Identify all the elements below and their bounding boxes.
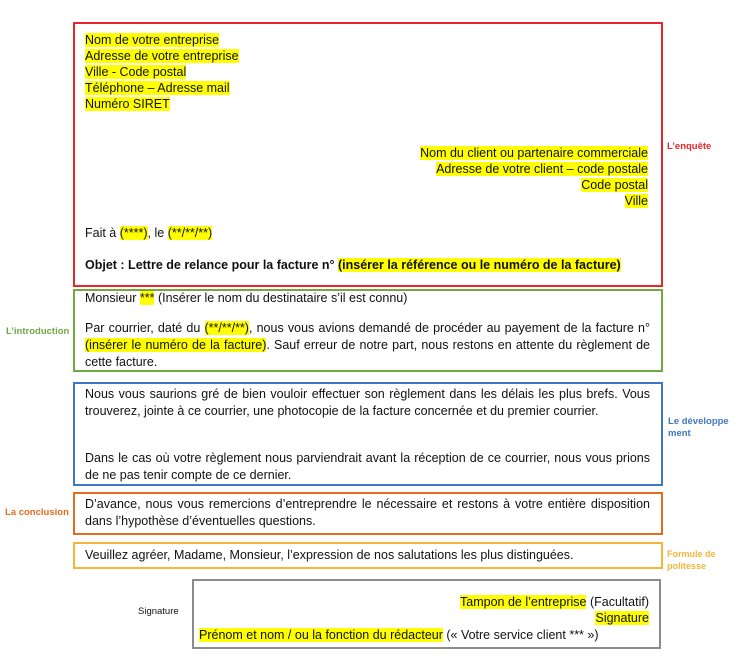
label-introduction: L’introduction bbox=[6, 326, 70, 337]
greeting-line: Monsieur *** (Insérer le nom du destinataire s’il est connu) bbox=[85, 291, 408, 305]
label-developpement: Le développement bbox=[668, 416, 729, 439]
label-enquete: L’enquête bbox=[667, 141, 712, 152]
signature-stamp: Tampon de l’entreprise (Facultatif) bbox=[460, 595, 649, 609]
client-postal: Code postal bbox=[581, 178, 648, 192]
object-line: Objet : Lettre de relance pour la facture n° (insérer la référence ou le numéro de la facture) bbox=[85, 258, 621, 272]
company-city: Ville - Code postal bbox=[85, 65, 187, 79]
conclusion-paragraph: D’avance, nous vous remercions d’entreprendre le nécessaire et restons à votre entière disposition dans l’hypothèse d’éventuelles questions. bbox=[85, 497, 650, 528]
introduction-paragraph: Par courrier, daté du (**/**/**), nous vous avions demandé de procéder au payement de la facture n° (insérer le numéro de la facture). Sauf erreur de notre part, nous restons en attente du règlement de cette facture. bbox=[85, 321, 651, 369]
company-siret: Numéro SIRET bbox=[85, 97, 170, 111]
company-address: Adresse de votre entreprise bbox=[85, 49, 239, 63]
label-conclusion: La conclusion bbox=[5, 507, 69, 518]
company-contact: Téléphone – Adresse mail bbox=[85, 81, 230, 95]
developpement-paragraph-2: Dans le cas où votre règlement nous parviendrait avant la réception de ce courrier, nous vous prions de ne pas tenir compte de ce dernier. bbox=[85, 451, 650, 482]
client-name: Nom du client ou partenaire commerciale bbox=[420, 146, 648, 160]
label-politesse: Formule de politesse bbox=[667, 549, 716, 571]
company-name: Nom de votre entreprise bbox=[85, 33, 220, 47]
developpement-paragraph-1: Nous vous saurions gré de bien vouloir effectuer son règlement dans les délais les plus brefs. Vous trouverez, jointe à ce courrier, une photocopie de la facture concernée et du premier courrier. bbox=[85, 387, 650, 418]
client-address: Adresse de votre client – code postale bbox=[436, 162, 648, 176]
date-line: Fait à (****), le (**/**/**) bbox=[85, 226, 213, 240]
politesse-text: Veuillez agréer, Madame, Monsieur, l’expression de nos salutations les plus distinguées. bbox=[85, 548, 574, 562]
label-signature: Signature bbox=[138, 606, 179, 617]
signature-sign: Signature bbox=[595, 611, 649, 625]
client-city: Ville bbox=[624, 194, 648, 208]
signature-name: Prénom et nom / ou la fonction du rédacteur (« Votre service client *** ») bbox=[199, 628, 599, 642]
